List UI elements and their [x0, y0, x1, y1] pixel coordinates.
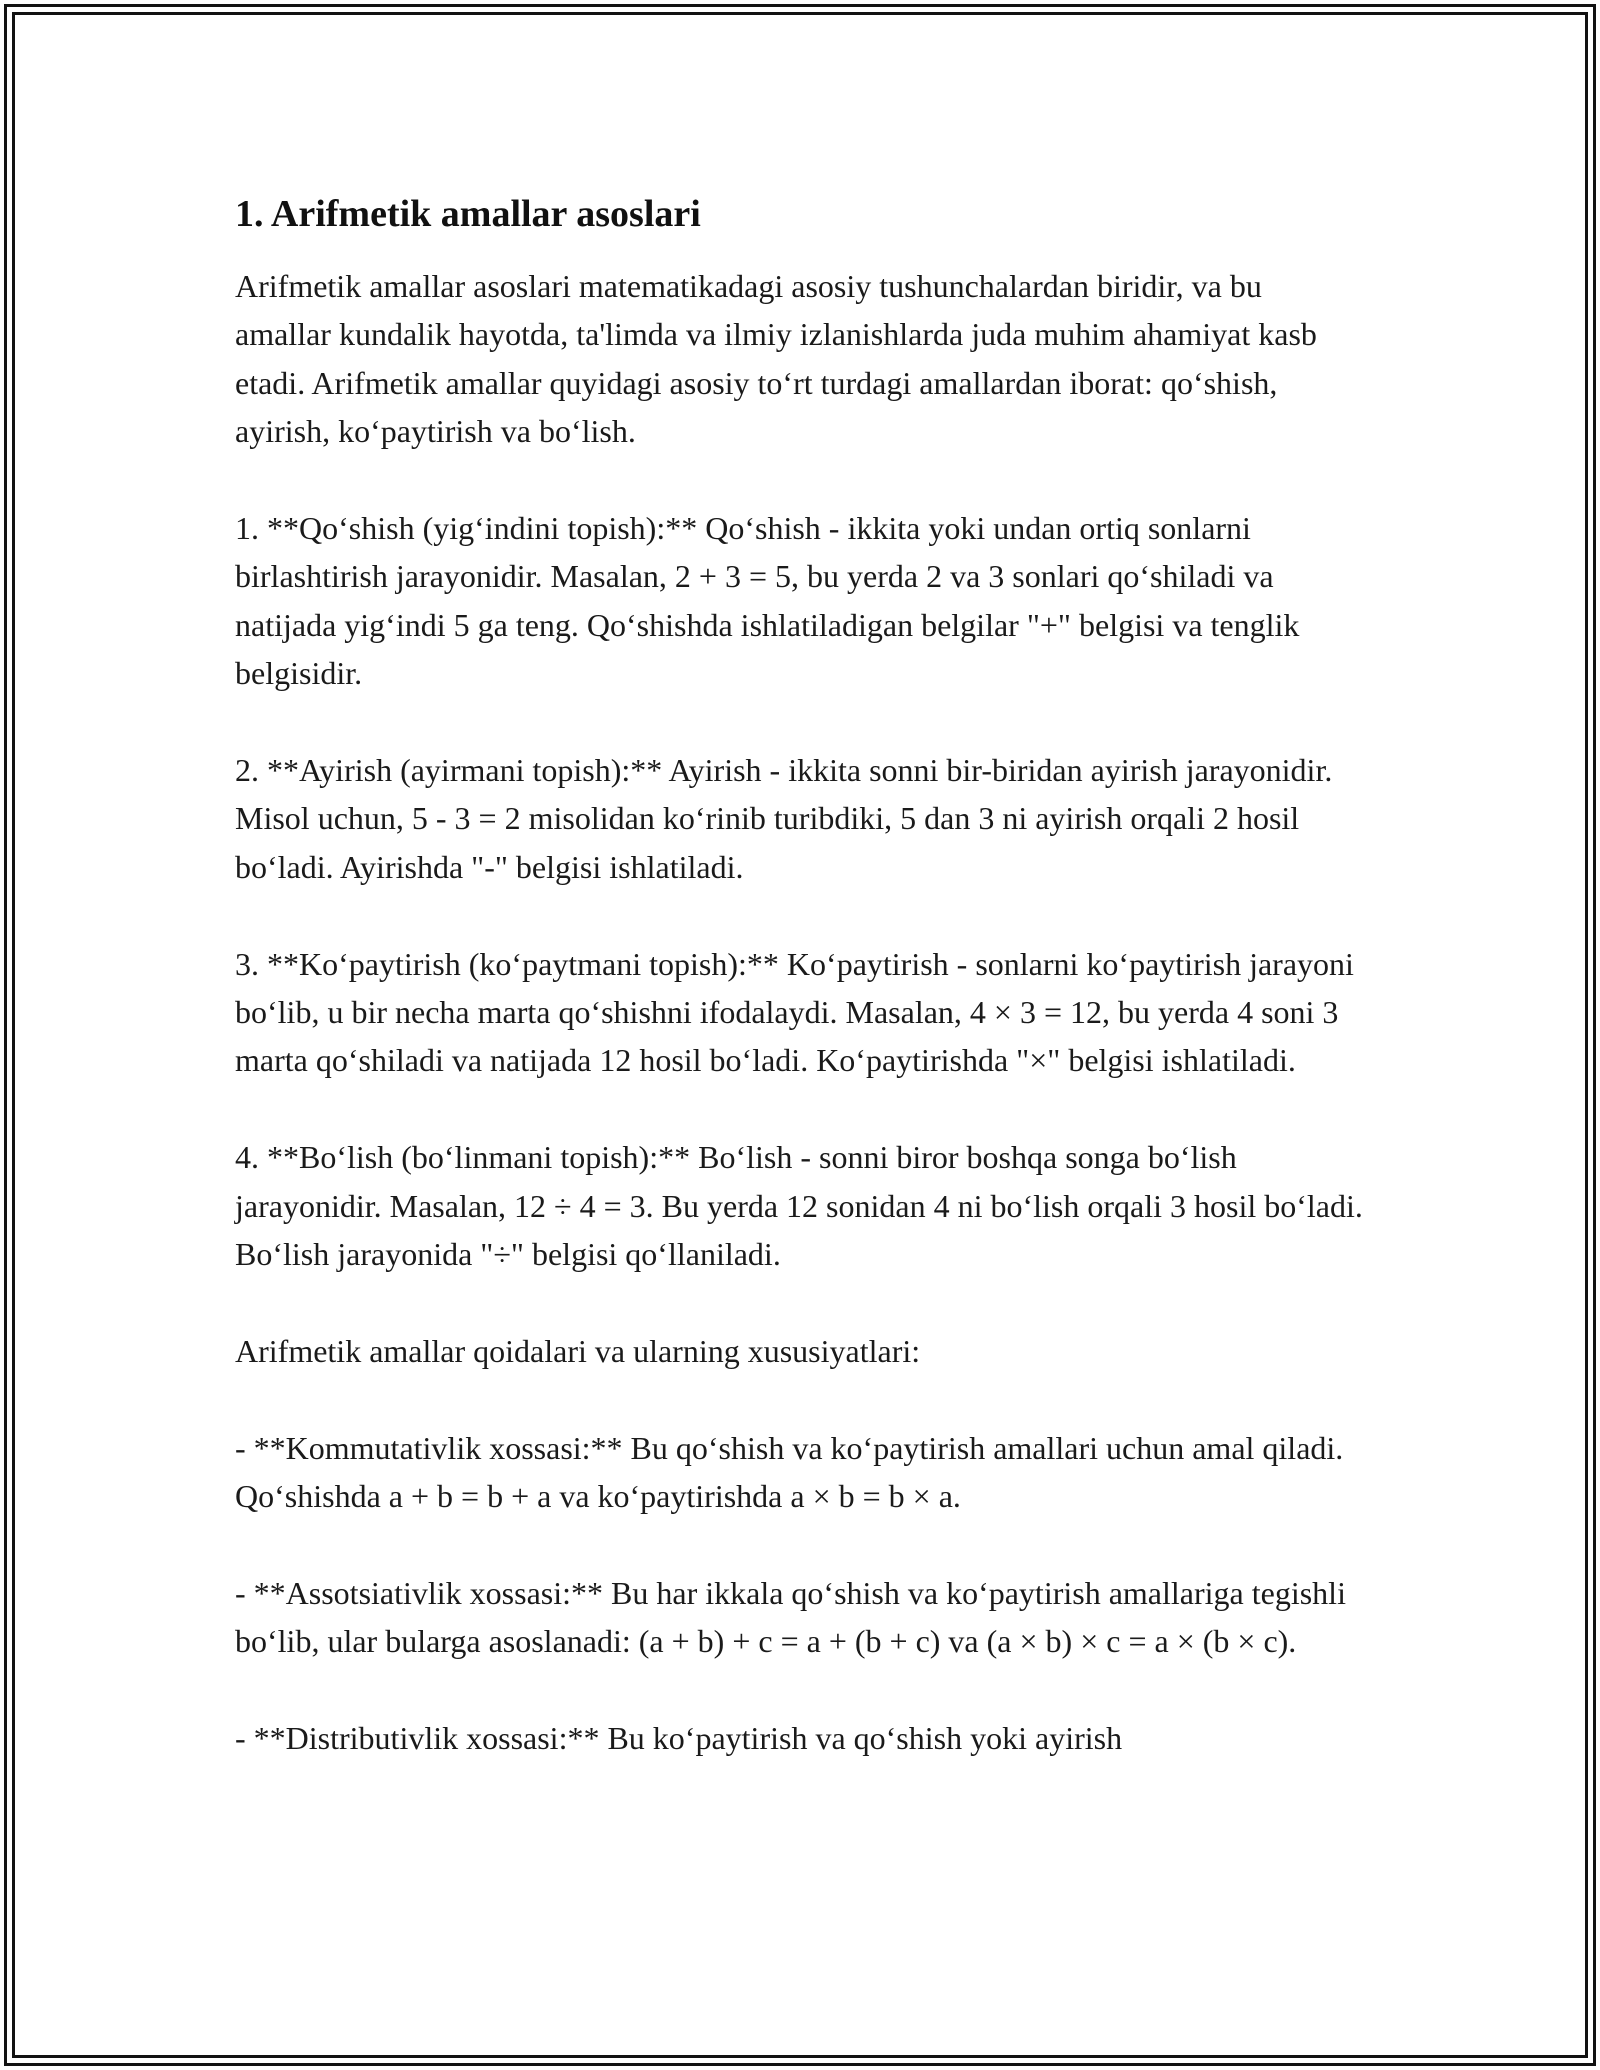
multiplication-paragraph: 3. **Ko‘paytirish (ko‘paytmani topish):** Ko‘paytirish - sonlarni ko‘paytirish jarayoni bo‘lib, u bir necha marta qo‘shishni ifodalaydi. Masalan, 4 × 3 = 12, bu yerda 4 soni 3 marta qo‘shiladi va natijada 12 hosil bo‘ladi. Ko‘paytirishda "×" belgisi ishlatiladi. — [235, 945, 1354, 1079]
addition-paragraph: 1. **Qo‘shish (yig‘indini topish):** Qo‘shish - ikkita yoki undan ortiq sonlarni birlashtirish jarayonidir. Masalan, 2 + 3 = 5, bu yerda 2 va 3 sonlari qo‘shiladi va natijada yig‘indi 5 ga teng. Qo‘shishda ishlatiladigan belgilar "+" belgisi va tenglik belgisidir. — [235, 510, 1300, 692]
distributivity-paragraph: - **Distributivlik xossasi:** Bu ko‘paytirish va qo‘shish yoki ayirish — [235, 1720, 1123, 1757]
properties-heading-paragraph: Arifmetik amallar qoidalari va ularning xususiyatlari: — [235, 1332, 921, 1369]
section-title: 1. Arifmetik amallar asoslari — [235, 193, 701, 235]
division-paragraph: 4. **Bo‘lish (bo‘linmani topish):** Bo‘lish - sonni biror boshqa songa bo‘lish jarayonidir. Masalan, 12 ÷ 4 = 3. Bu yerda 12 sonidan 4 ni bo‘lish orqali 3 hosil bo‘ladi. Bo‘lish jarayonida "÷" belgisi qo‘llaniladi. — [235, 1139, 1363, 1273]
intro-paragraph: Arifmetik amallar asoslari matematikadagi asosiy tushunchalardan biridir, va bu amallar kundalik hayotda, ta'limda va ilmiy izlanishlarda juda muhim ahamiyat kasb etadi. Arifmetik amallar quyidagi asosiy to‘rt turdagi amallardan iborat: qo‘shish, ayirish, ko‘paytirish va bo‘lish. — [235, 268, 1317, 450]
subtraction-paragraph: 2. **Ayirish (ayirmani topish):** Ayirish - ikkita sonni bir-biridan ayirish jarayonidir. Misol uchun, 5 - 3 = 2 misolidan ko‘rinib turibdiki, 5 dan 3 ni ayirish orqali 2 hosil bo‘ladi. Ayirishda "-" belgisi ishlatiladi. — [235, 752, 1333, 885]
associativity-paragraph: - **Assotsiativlik xossasi:** Bu har ikkala qo‘shish va ko‘paytirish amallariga tegishli bo‘lib, ular bularga asoslanadi: (a + b) + c = a + (b + c) va (a × b) × c = a × (b × c). — [235, 1574, 1346, 1660]
commutativity-paragraph: - **Kommutativlik xossasi:** Bu qo‘shish va ko‘paytirish amallari uchun amal qiladi. Qo‘shishda a + b = b + a va ko‘paytirishda a × b = b × a. — [235, 1429, 1344, 1515]
document-body — [235, 186, 1365, 1811]
